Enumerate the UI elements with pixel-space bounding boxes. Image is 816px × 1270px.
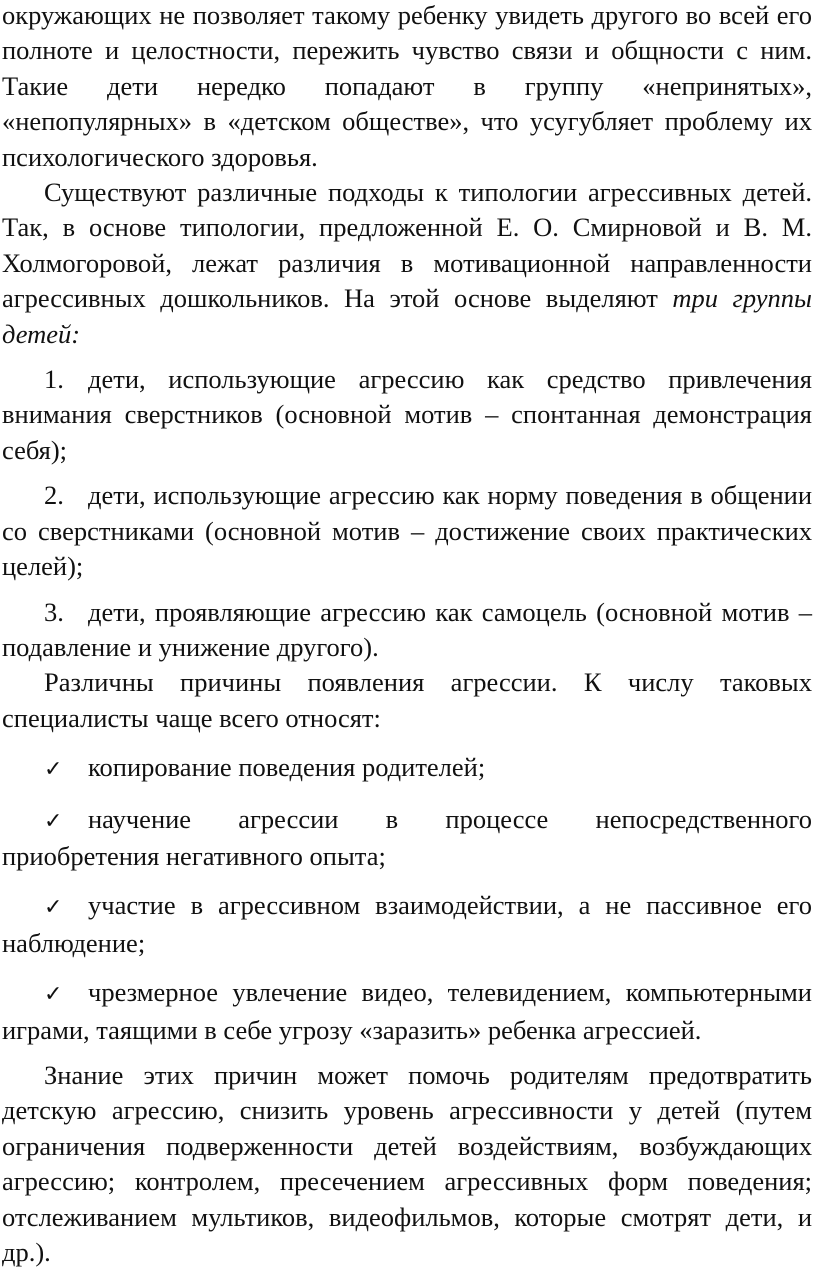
list-item-text: дети, проявляющие агрессию как самоцель (основной мотив – подавление и унижение другого). — [2, 596, 812, 662]
checklist-item-text: научение агрессии в процессе непосредственного приобретения негативного опыта; — [2, 803, 812, 871]
numbered-list-item — [2, 478, 812, 584]
list-number: 1. — [44, 364, 64, 395]
paragraph-typology — [2, 175, 812, 352]
paragraph-causes: Различны причины появления агрессии. К числу таковых специалисты чаще всего относят: — [2, 667, 812, 733]
checklist-item — [2, 750, 812, 787]
checkmark-icon: ✓ — [44, 982, 63, 1008]
checklist-item-text: чрезмерное увлечение видео, телевидением, компьютерными играми, таящими в себе угрозу «заразить» ребенка агрессией. — [2, 977, 812, 1045]
paragraph-typology-text: Существуют различные подходы к типологии агрессивных детей. Так, в основе типологии, предложенной Е. О. Смирновой и В. М. Холмогоровой, лежат различия в мотивационной направленности агрессивных дошкольников. На этой основе выделяют — [2, 177, 812, 314]
document-page — [2, 0, 812, 1270]
checklist-item-text: копирование поведения родителей; — [88, 752, 486, 783]
paragraph-conclusion: Знание этих причин может помочь родителям предотвратить детскую агрессию, снизить уровень агрессивности у детей (путем ограничения подверженности детей воздействиям, возбуждающих агрессию; контролем, пресечением агрессивных форм поведения; отслеживанием мультиков, видеофильмов, которые смотрят дети, и др.). — [2, 1059, 812, 1267]
checklist-item-text: участие в агрессивном взаимодействии, а не пассивное его наблюдение; — [2, 890, 812, 958]
paragraph-typology-emphasis: три группы детей: — [2, 283, 812, 349]
list-number: 2. — [44, 480, 64, 511]
numbered-list-item — [2, 362, 812, 468]
checkmark-icon: ✓ — [44, 757, 63, 783]
list-item-text: дети, использующие агрессию как норму поведения в общении со сверстниками (основной мотив – достижение своих практических целей); — [2, 480, 812, 582]
paragraph-continuation: окружающих не позволяет такому ребенку увидеть другого во всей его полноте и целостности, пережить чувство связи и общности с ним. Такие дети нередко попадают в группу «непринятых», «непопулярных» в «детском обществе», что усугубляет проблему их психологического здоровья. — [2, 0, 812, 172]
list-item-text: дети, использующие агрессию как средство привлечения внимания сверстников (основной мотив – спонтанная демонстрация себя); — [2, 364, 812, 465]
checkmark-icon: ✓ — [44, 808, 63, 834]
list-number: 3. — [44, 596, 64, 627]
numbered-list-item — [2, 595, 812, 666]
checklist-item — [2, 975, 812, 1048]
checkmark-icon: ✓ — [44, 895, 63, 921]
checklist-item — [2, 802, 812, 875]
checklist-item — [2, 888, 812, 961]
